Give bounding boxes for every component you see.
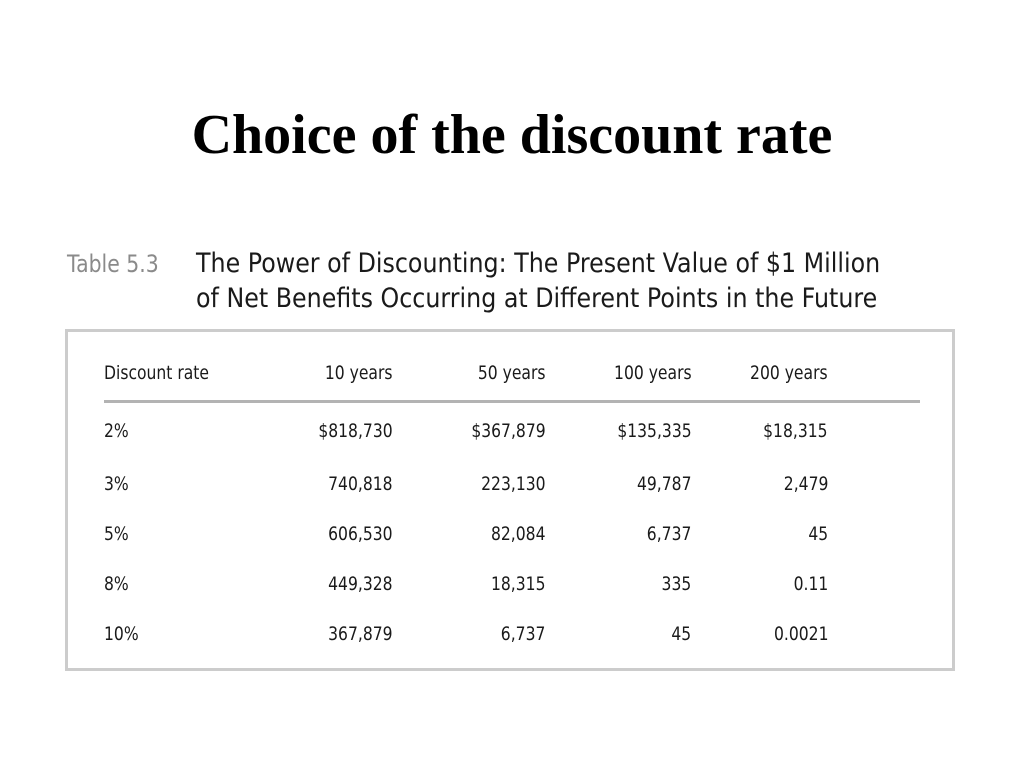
cell-200-years: 45 — [808, 523, 829, 545]
cell-200-years: $18,315 — [763, 420, 829, 442]
table-caption-line-2: of Net Benefits Occurring at Different Points in the Future — [196, 283, 878, 314]
cell-10-years: 606,530 — [327, 523, 393, 545]
cell-200-years: 0.11 — [793, 573, 829, 595]
cell-100-years: 6,737 — [646, 523, 692, 545]
table-row — [104, 402, 920, 460]
cell-spacer — [828, 459, 920, 509]
cell-rate: 5% — [104, 523, 129, 545]
cell-spacer — [828, 509, 920, 559]
table-number-label: Table 5.3 — [67, 250, 159, 278]
cell-100-years: 49,787 — [636, 473, 692, 495]
cell-100-years: 45 — [671, 623, 692, 645]
cell-200-years: 0.0021 — [773, 623, 829, 645]
cell-50-years: 6,737 — [500, 623, 546, 645]
cell-50-years: 82,084 — [490, 523, 546, 545]
cell-spacer — [828, 559, 920, 609]
cell-rate: 3% — [104, 473, 129, 495]
header-100-years: 100 years — [545, 362, 691, 402]
table-caption-line-1: The Power of Discounting: The Present Value of $1 Million — [196, 248, 881, 279]
cell-10-years: 367,879 — [327, 623, 393, 645]
cell-rate: 2% — [104, 420, 129, 442]
cell-rate: 10% — [104, 623, 139, 645]
table-caption — [196, 246, 880, 316]
cell-rate: 8% — [104, 573, 129, 595]
table-row — [104, 559, 920, 609]
header-10-years: 10 years — [302, 362, 393, 402]
cell-spacer — [828, 609, 920, 659]
table-header-row — [104, 362, 920, 402]
cell-50-years: 223,130 — [480, 473, 546, 495]
cell-100-years: 335 — [661, 573, 692, 595]
table-row — [104, 509, 920, 559]
cell-10-years: 449,328 — [327, 573, 393, 595]
cell-50-years: $367,879 — [470, 420, 546, 442]
cell-100-years: $135,335 — [617, 420, 692, 442]
cell-spacer — [828, 402, 920, 460]
header-200-years: 200 years — [691, 362, 828, 402]
cell-200-years: 2,479 — [783, 473, 829, 495]
discount-table — [104, 362, 920, 659]
header-50-years: 50 years — [392, 362, 545, 402]
table-row — [104, 609, 920, 659]
cell-50-years: 18,315 — [490, 573, 546, 595]
header-spacer — [828, 362, 920, 402]
cell-10-years: 740,818 — [327, 473, 393, 495]
table-row — [104, 459, 920, 509]
cell-10-years: $818,730 — [317, 420, 393, 442]
table-frame — [65, 329, 955, 671]
slide-title: Choice of the discount rate — [191, 104, 833, 166]
header-discount-rate: Discount rate — [104, 362, 302, 402]
